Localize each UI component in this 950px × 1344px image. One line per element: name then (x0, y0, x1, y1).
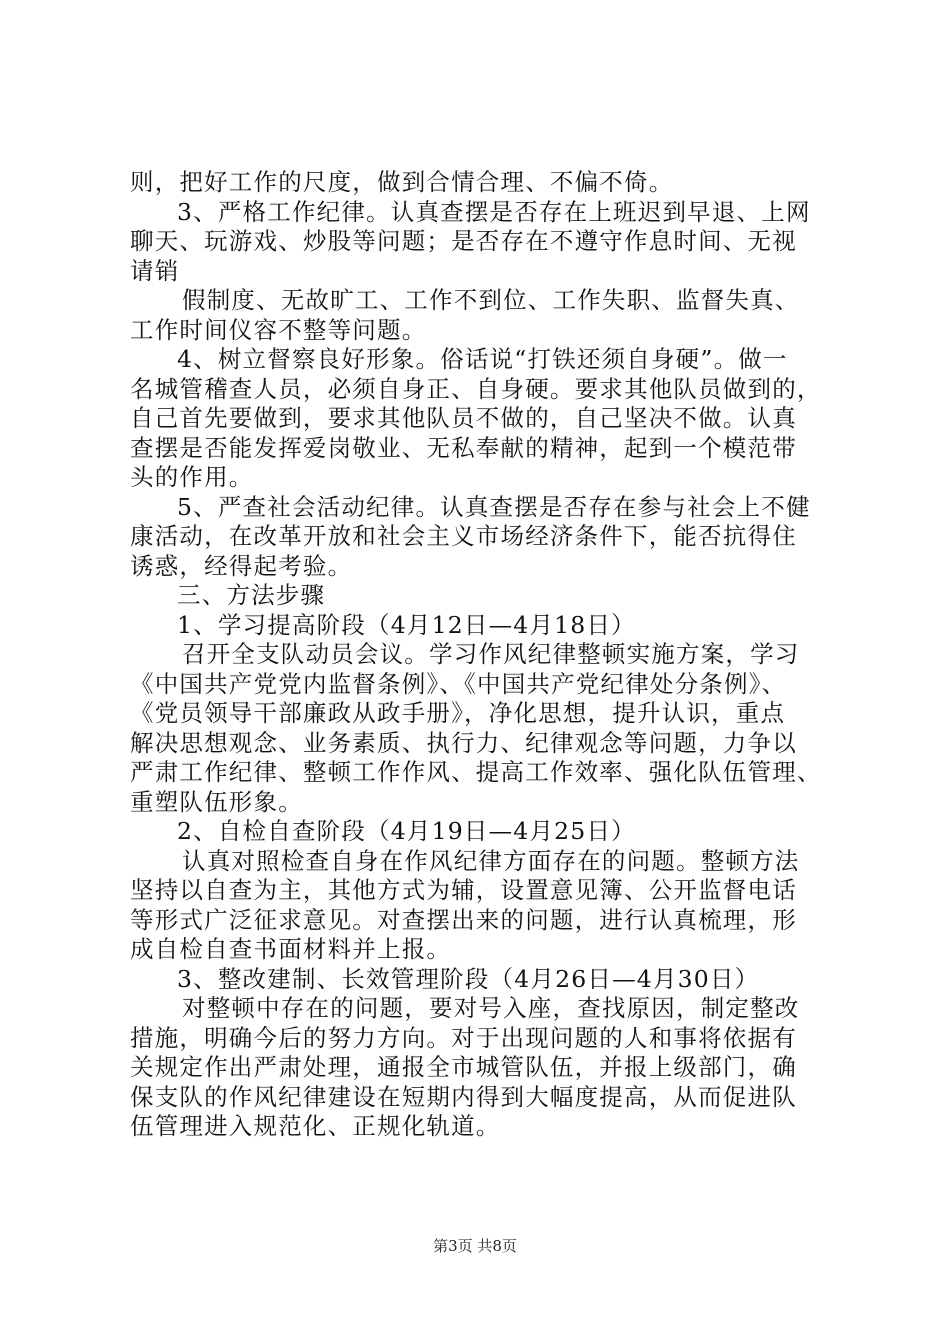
text-line: 头的作用。 (130, 463, 254, 491)
text-line: 《中国共产党党内监督条例》、《中国共产党纪律处分条例》、 (130, 669, 787, 698)
text-line: 名城管稽查人员，必须自身正、自身硬。要求其他队员做到的， (130, 374, 822, 403)
text-line: 则，把好工作的尺度，做到合情合理、不偏不倚。 (130, 168, 674, 196)
text-line: 请销 (130, 256, 180, 285)
text-line: 认真对照检查自身在作风纪律方面存在的问题。整顿方法 (182, 846, 800, 875)
text-line: 对整顿中存在的问题，要对号入座，查找原因，制定整改 (182, 994, 800, 1022)
text-line: 坚持以自查为主，其他方式为辅，设置意见簿、公开监督电话 (130, 876, 797, 904)
text-line: 3、严格工作纪律。认真查摆是否存在上班迟到早退、上网 (177, 197, 811, 226)
subsection-heading: 1、学习提高阶段（4月12日—4月18日） (177, 610, 636, 639)
text-line: 自己首先要做到，要求其他队员不做的，自己坚决不做。认真 (130, 404, 797, 432)
text-line: 重塑队伍形象。 (130, 787, 303, 816)
section-heading: 三、方法步骤 (177, 581, 326, 609)
text-line: 工作时间仪容不整等问题。 (130, 315, 427, 344)
text-line: 严肃工作纪律、整顿工作作风、提高工作效率、强化队伍管理、 (130, 758, 822, 786)
page-number-footer: 第3页 共8页 (433, 1237, 517, 1255)
text-line: 5、严查社会活动纪律。认真查摆是否存在参与社会上不健 (177, 492, 811, 521)
text-line: 措施，明确今后的努力方向。对于出现问题的人和事将依据有 (130, 1023, 797, 1052)
text-line: 康活动，在改革开放和社会主义市场经济条件下，能否抗得住 (130, 522, 797, 550)
text-line: 假制度、无故旷工、工作不到位、工作失职、监督失真、 (182, 286, 800, 314)
text-line: 聊天、玩游戏、炒股等问题；是否存在不遵守作息时间、无视 (130, 227, 797, 255)
text-line: 诱惑，经得起考验。 (130, 551, 353, 580)
text-line: 4、树立督察良好形象。俗话说“打铁还须自身硬”。做一 (177, 345, 788, 373)
text-line: 保支队的作风纪律建设在短期内得到大幅度提高，从而促进队 (130, 1082, 797, 1111)
subsection-heading: 3、整改建制、长效管理阶段（4月26日—4月30日） (177, 964, 760, 993)
subsection-heading: 2、自检自查阶段（4月19日—4月25日） (177, 817, 636, 845)
text-line: 关规定作出严肃处理，通报全市城管队伍，并报上级部门，确 (130, 1053, 797, 1081)
text-line: 查摆是否能发挥爱岗敬业、无私奉献的精神，起到一个模范带 (130, 433, 797, 462)
document-body (130, 168, 835, 1142)
text-line: 成自检自查书面材料并上报。 (130, 935, 452, 963)
text-line: 《党员领导干部廉政从政手册》，净化思想，提升认识，重点 (130, 699, 786, 727)
text-line: 召开全支队动员会议。学习作风纪律整顿实施方案，学习 (182, 640, 800, 668)
text-line: 解决思想观念、业务素质、执行力、纪律观念等问题，力争以 (130, 728, 797, 757)
text-line: 等形式广泛征求意见。对查摆出来的问题，进行认真梳理，形 (130, 905, 797, 934)
text-line: 伍管理进入规范化、正规化轨道。 (130, 1112, 501, 1140)
